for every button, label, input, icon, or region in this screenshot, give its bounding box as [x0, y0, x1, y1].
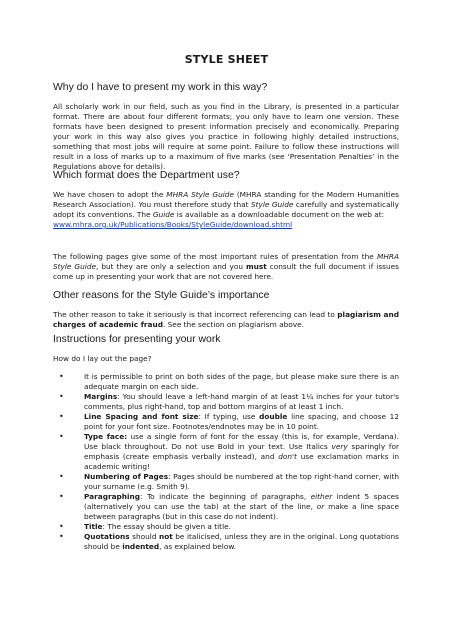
list-item: • Paragraphing: To indicate the beginning of paragraphs, either indent 5 spaces (alternatively you can use the tab) at the start of the line, or make a line space between paragraphs (but in this case do not indent).: [59, 492, 399, 521]
style-guide-link[interactable]: www.mhra.org.uk/Publications/Books/StyleGuide/download.shtml: [53, 220, 293, 229]
paragraph-format: We have chosen to adopt the MHRA Style Guide (MHRA standing for the Modern Humanities Research Association). You must therefore study that Style Guide carefully and systematically adopt its conventions. The Guide is available as a downloadable document on the web at: www.mhra.org.uk/Publications/Books/StyleGuide/download.shtml: [53, 190, 399, 229]
question-layout: How do I lay out the page?: [53, 354, 152, 363]
section-heading-importance: Other reasons for the Style Guide’s importance: [53, 290, 270, 301]
list-item: • Title: The essay should be given a title.: [59, 522, 231, 531]
list-item: • Margins: You should leave a left-hand margin of at least 1¼ inches for your tutor's comments, plus right-hand, top and bottom margins of at least 1 inch.: [59, 392, 399, 411]
list-item: • Numbering of Pages: Pages should be numbered at the top right-hand corner, with your surname (e.g. Smith 9).: [59, 472, 399, 491]
list-item: • Line Spacing and font size: If typing, use double line spacing, and choose 12 point for your font size. Footnotes/endnotes may be in 10 point.: [59, 412, 399, 431]
section-heading-why: Why do I have to present my work in this way?: [53, 82, 268, 93]
paragraph-why: All scholarly work in our field, such as you find in the Library, is presented in a particular format. There are about four different formats; you only have to learn one version. These formats have been designed to present information precisely and economically. Preparing your work in this way also gives you practice in following highly detailed instructions, something that most jobs will require at some point. Failure to follow these instructions will result in a loss of marks up to a maximum of five marks (see ‘Presentation Penalties’ in the Regulations above for details).: [53, 102, 399, 171]
section-heading-format: Which format does the Department use?: [53, 170, 240, 181]
list-item: • Type face: use a single form of font for the essay (this is, for example, Verdana). Use black throughout. Do not use Bold in your text. Use Italics very sparingly for emphasis (create emphasis verbally instead), and don't use exclamation marks in academic writing!: [59, 432, 399, 471]
list-item: • It is permissible to print on both sides of the page, but please make sure there is an adequate margin on each side.: [59, 372, 399, 391]
page-title: STYLE SHEET: [184, 53, 269, 66]
paragraph-selection: The following pages give some of the most important rules of presentation from the MHRA Style Guide, but they are only a selection and you must consult the full document if issues come up in presenting your work that are not covered here.: [53, 252, 399, 281]
list-item: • Quotations should not be italicised, unless they are in the original. Long quotations should be indented, as explained below.: [59, 532, 400, 551]
instructions-list: [53, 372, 399, 552]
paragraph-importance: The other reason to take it seriously is that incorrect referencing can lead to plagiarism and charges of academic fraud. See the section on plagiarism above.: [53, 310, 400, 329]
section-heading-instructions: Instructions for presenting your work: [53, 334, 221, 345]
